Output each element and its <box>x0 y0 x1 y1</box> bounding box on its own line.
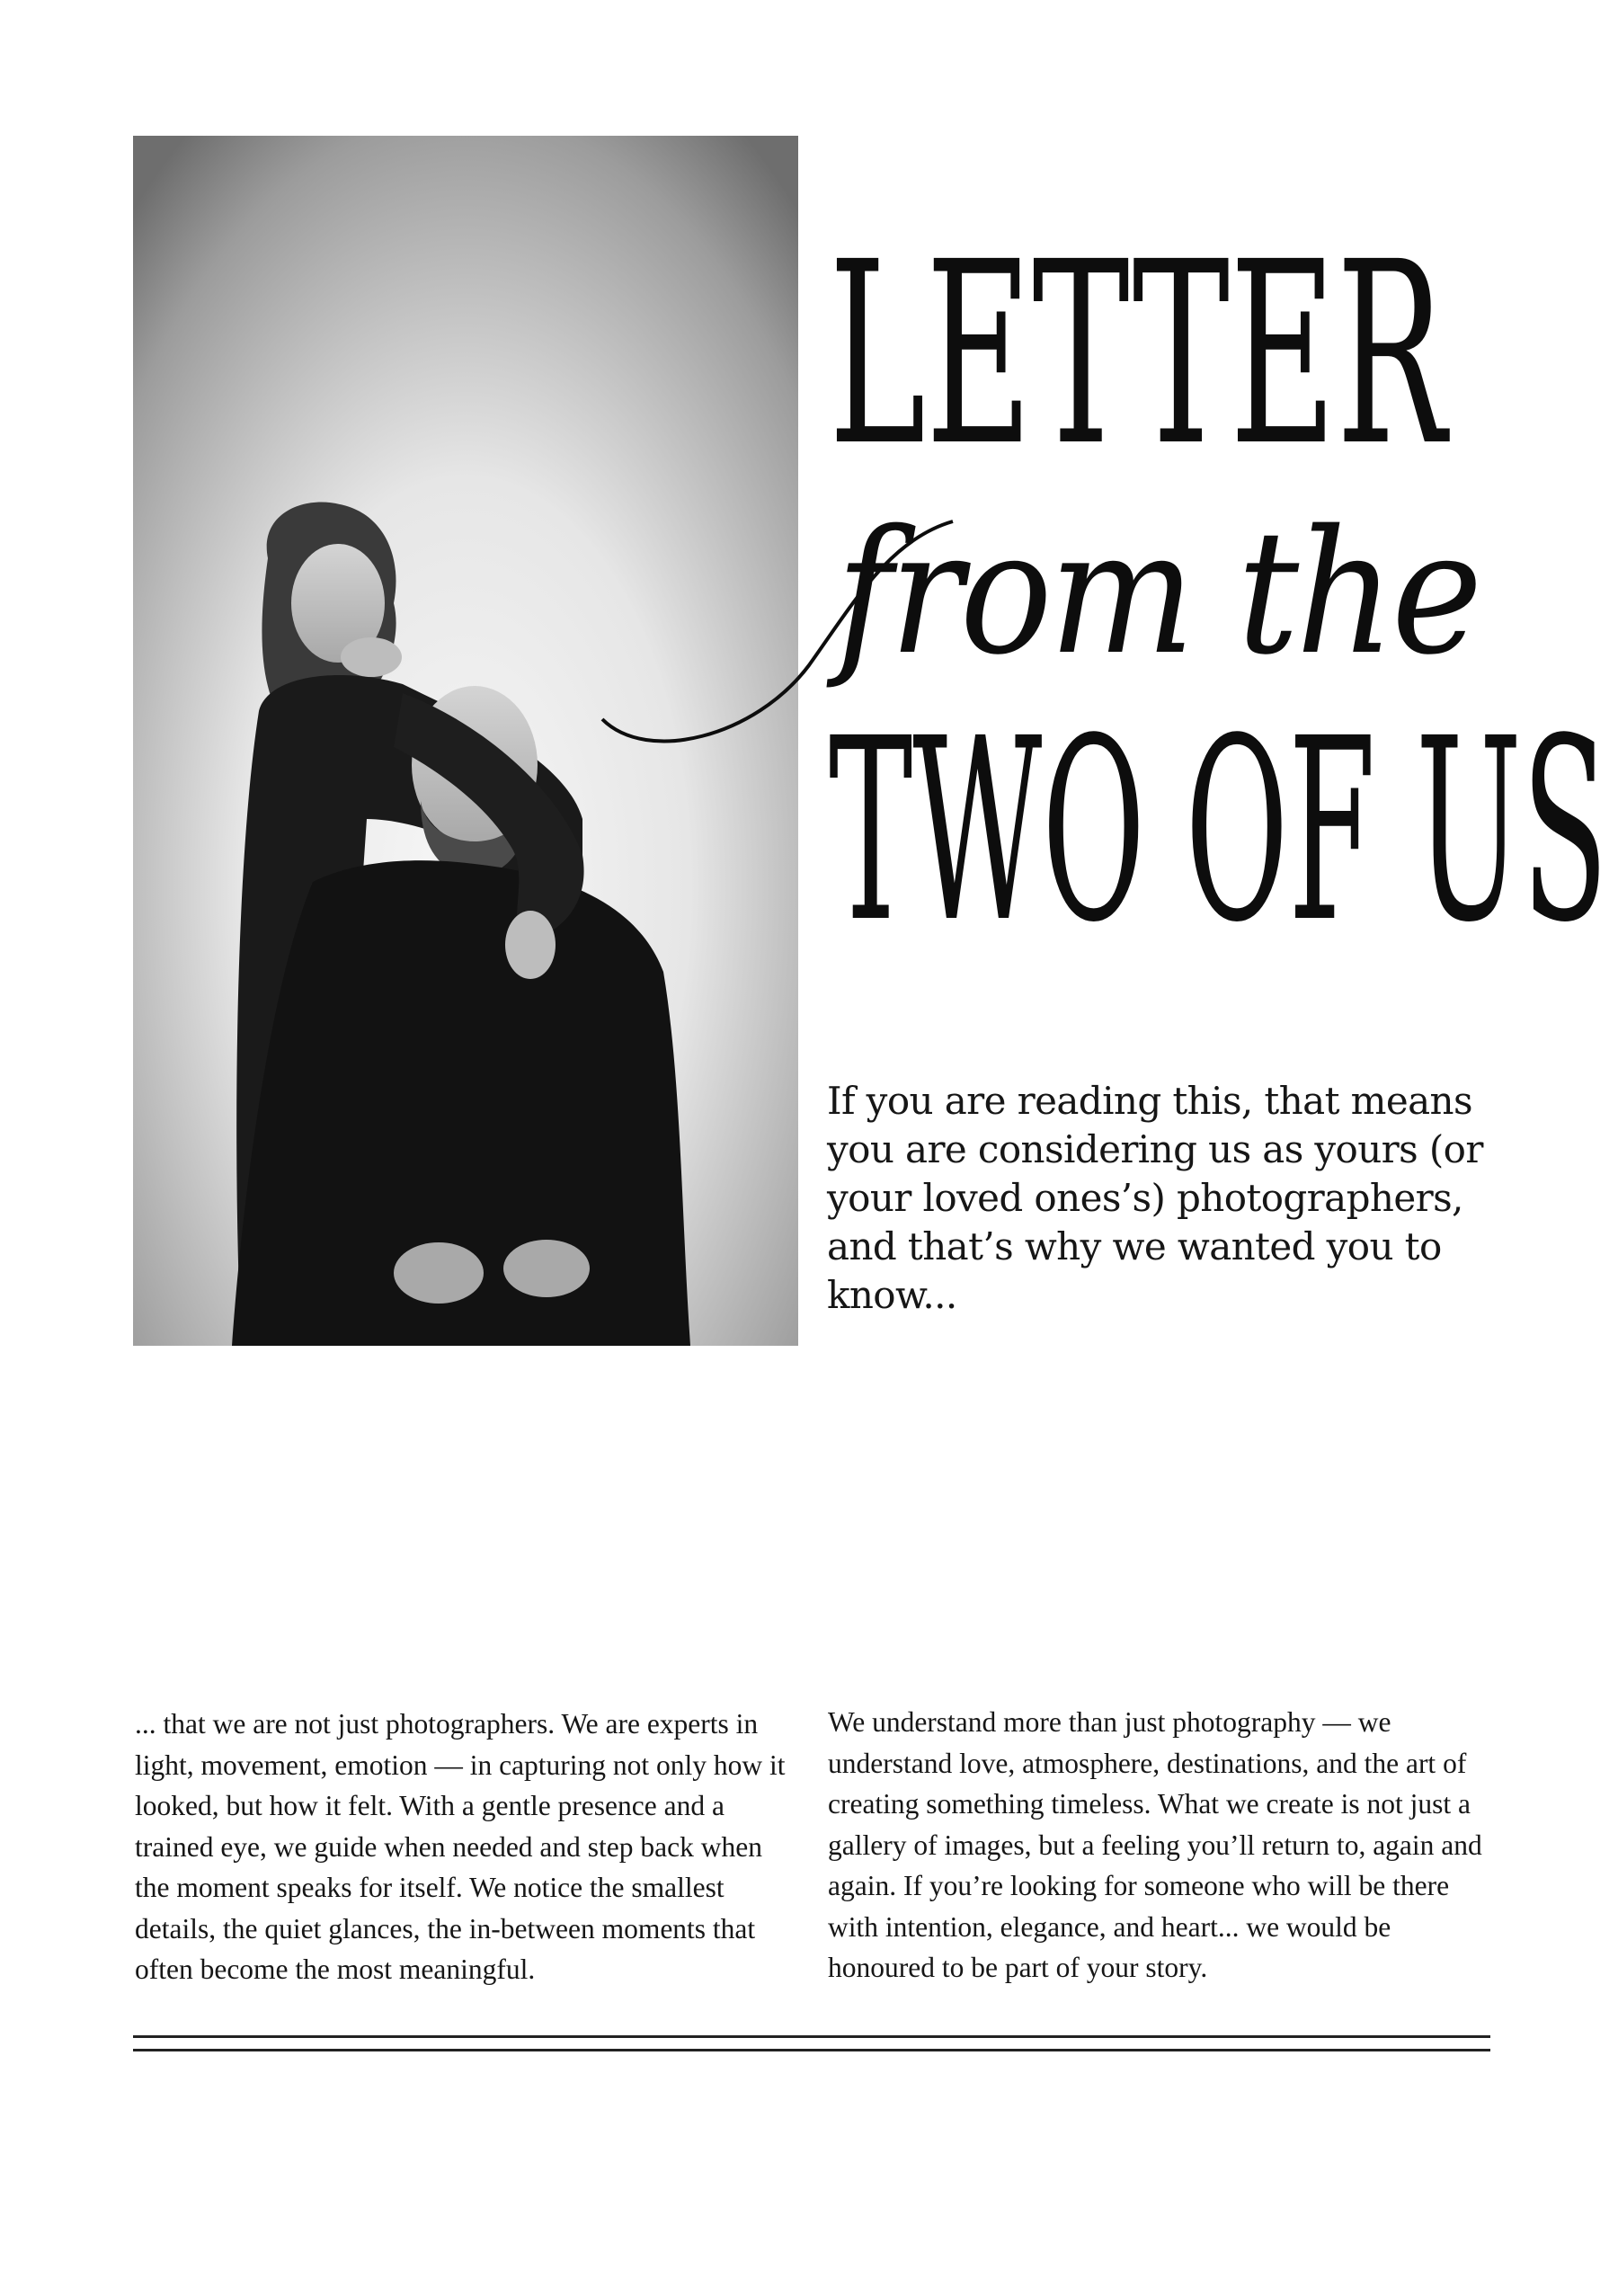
headline-from-the: from the <box>836 494 1480 692</box>
divider-line-top <box>133 2035 1490 2038</box>
intro-paragraph: If you are reading this, that means you are considering us as yours (or your loved ones’s) photographers, and that’s why we wanted you to know... <box>827 1079 1483 1317</box>
body-column-right: We understand more than just photography — we understand love, atmosphere, destinations, and the art of creating something timeless. What we create is not just a gallery of images, but a feeling you’ll return to, again and again. If you’re looking for someone who will be there with intention, elegance, and heart... we would be honoured to be part of your story. <box>828 1706 1482 1983</box>
divider-line-bottom <box>133 2049 1490 2051</box>
headline-two-of-us: TWO OF US <box>829 685 1608 978</box>
body-column-left: ... that we are not just photographers. We are experts in light, movement, emotion — in capturing not only how it looked, but how it felt. With a gentle presence and a trained eye, we guide when needed and step back when the moment speaks for itself. We notice the smallest details, the quiet glances, the in-between moments that often become the most meaningful. <box>135 1708 786 1985</box>
headline-letter: LETTER <box>829 209 1446 502</box>
